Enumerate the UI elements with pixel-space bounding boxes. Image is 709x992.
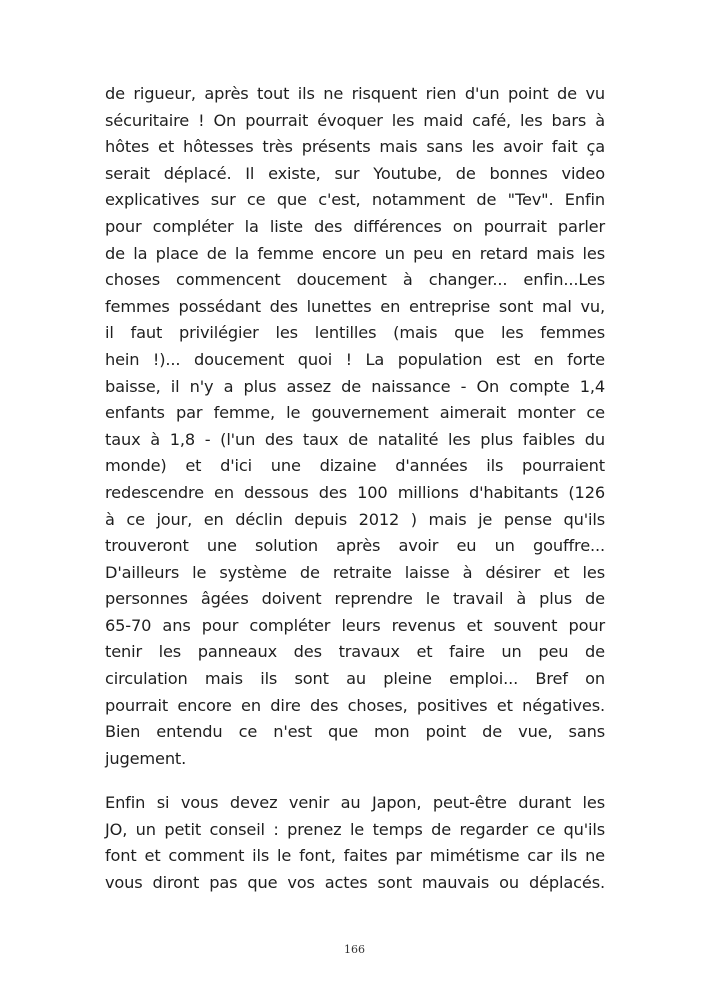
text-line: Enfin si vous devez venir au Japon, peut-être durant les <box>105 793 605 812</box>
text-line: personnes âgées doivent reprendre le travail à plus de <box>105 589 605 609</box>
text-line: baisse, il n'y a plus assez de naissance - On compte 1,4 <box>105 376 605 396</box>
text-line: JO, un petit conseil : prenez le temps de regarder ce qu'ils <box>105 819 605 839</box>
body-paragraph-2 <box>105 790 605 896</box>
text-line: monde) et d'ici une dizaine d'années ils pourraient <box>105 456 605 476</box>
text-line: explicatives sur ce que c'est, notamment de "Tev". Enfin <box>105 190 605 210</box>
text-line: enfants par femme, le gouvernement aimerait monter ce <box>105 403 605 423</box>
text-line: pour compléter la liste des différences on pourrait parler <box>105 216 605 236</box>
text-line: vous diront pas que vos actes sont mauvais ou déplacés. <box>105 872 605 892</box>
text-line: Bien entendu ce n'est que mon point de vue, sans <box>105 722 605 742</box>
text-line: pourrait encore en dire des choses, positives et négatives. <box>105 695 605 715</box>
text-line: femmes possédant des lunettes en entreprise sont mal vu, <box>105 296 605 316</box>
text-line: taux à 1,8 - (l'un des taux de natalité les plus faibles du <box>105 429 605 449</box>
text-line: sécuritaire ! On pourrait évoquer les maid café, les bars à <box>105 110 605 130</box>
text-line: 65-70 ans pour compléter leurs revenus et souvent pour <box>105 615 605 635</box>
text-line: trouveront une solution après avoir eu un gouffre... <box>105 536 605 556</box>
text-line: de la place de la femme encore un peu en retard mais les <box>105 243 605 263</box>
text-line: hôtes et hôtesses très présents mais sans les avoir fait ça <box>105 137 605 157</box>
text-line: circulation mais ils sont au pleine emploi... Bref on <box>105 669 605 689</box>
text-line: choses commencent doucement à changer... enfin...Les <box>105 270 605 290</box>
text-line: hein !)... doucement quoi ! La population est en forte <box>105 349 605 369</box>
text-line: redescendre en dessous des 100 millions d'habitants (126 <box>105 482 605 502</box>
text-line: tenir les panneaux des travaux et faire un peu de <box>105 642 605 662</box>
text-line: il faut privilégier les lentilles (mais que les femmes <box>105 323 605 343</box>
text-line: serait déplacé. Il existe, sur Youtube, de bonnes video <box>105 163 605 183</box>
text-line: font et comment ils le font, faites par mimétisme car ils ne <box>105 846 605 866</box>
text-line: jugement. <box>105 748 187 768</box>
body-paragraph-1 <box>105 81 605 772</box>
text-line: D'ailleurs le système de retraite laisse à désirer et les <box>105 562 605 582</box>
page-number: 166 <box>344 943 365 956</box>
text-line: de rigueur, après tout ils ne risquent rien d'un point de vu <box>105 84 605 103</box>
text-line: à ce jour, en déclin depuis 2012 ) mais je pense qu'ils <box>105 509 605 529</box>
